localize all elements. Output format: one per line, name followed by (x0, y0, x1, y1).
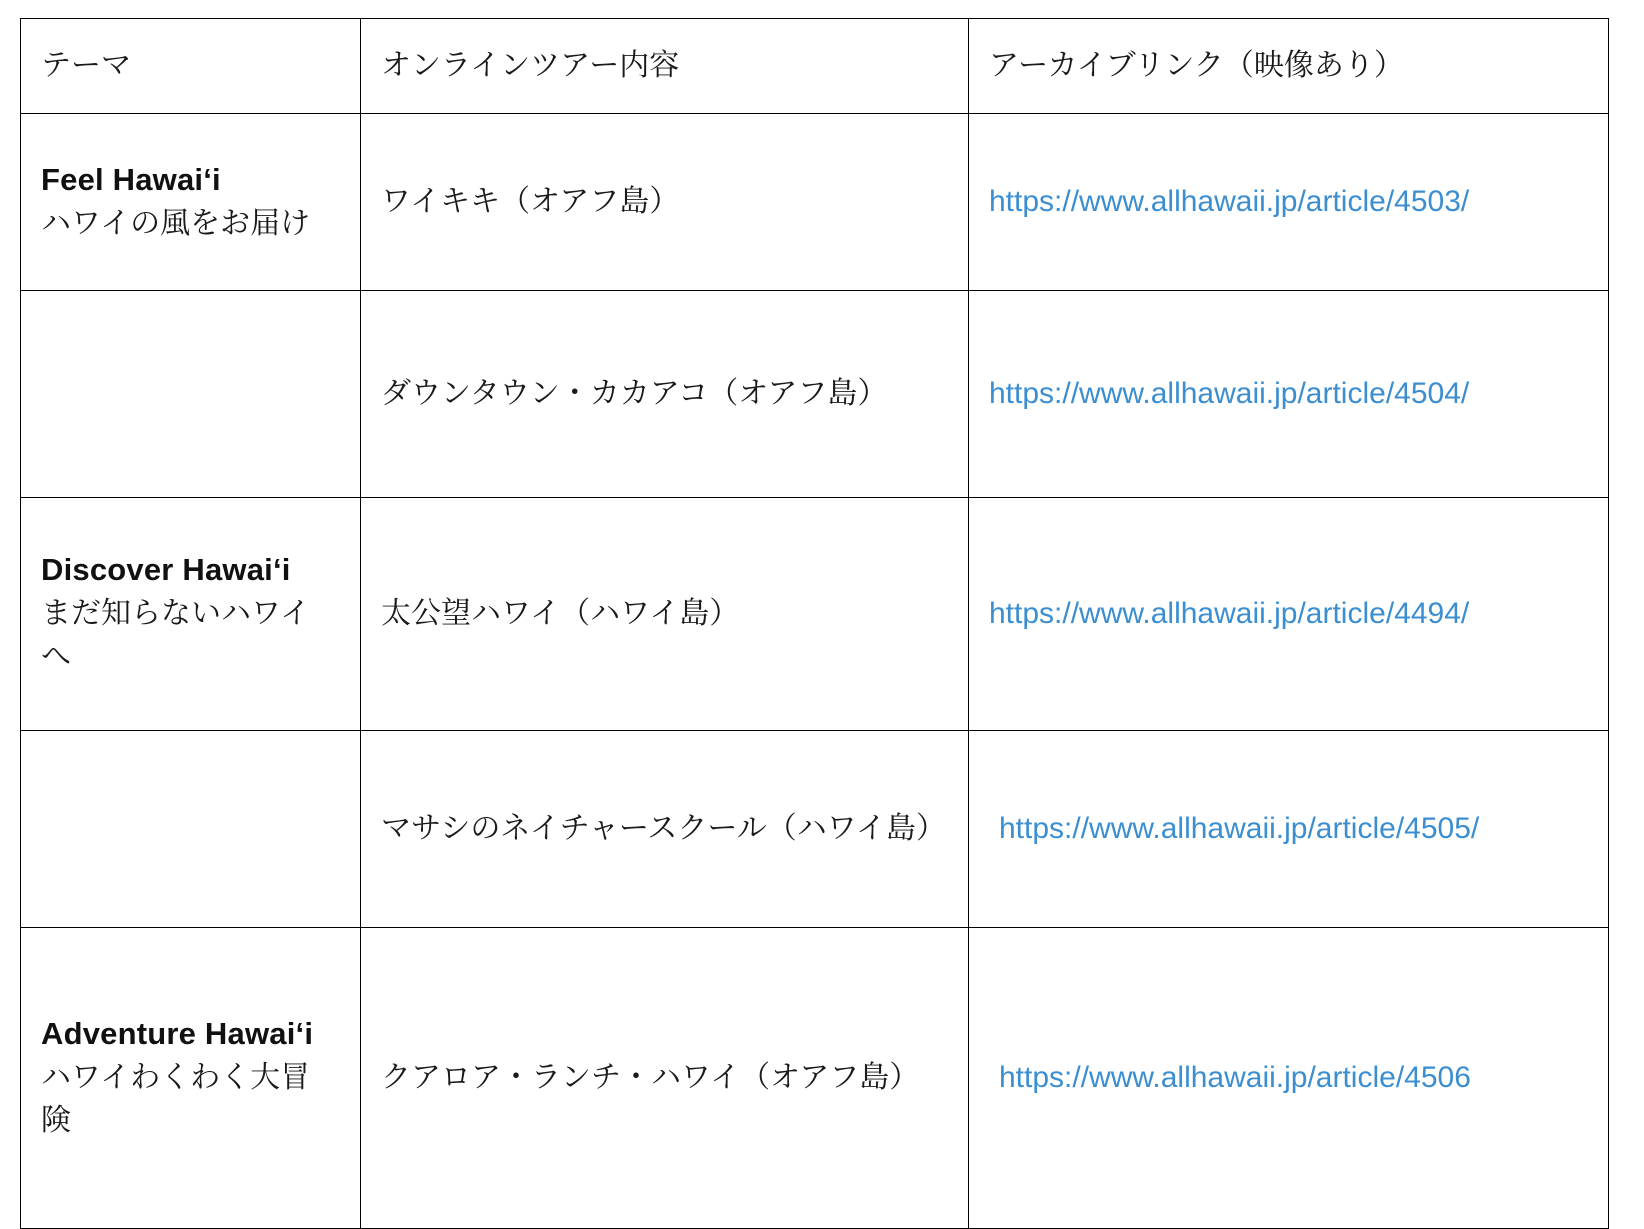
theme-subtitle: まだ知らないハワイへ (41, 597, 311, 673)
archive-link[interactable]: https://www.allhawaii.jp/article/4503/ (989, 185, 1470, 219)
archive-link[interactable]: https://www.allhawaii.jp/article/4504/ (989, 377, 1470, 411)
online-tour-table (20, 18, 1609, 1229)
table-row (21, 498, 1609, 731)
tour-content: マサシのネイチャースクール（ハワイ島） (361, 731, 969, 928)
theme-title: Feel Hawai‘i (41, 161, 221, 197)
archive-link[interactable]: https://www.allhawaii.jp/article/4505/ (999, 812, 1480, 846)
table-row (21, 731, 1609, 928)
theme-title: Discover Hawai‘i (41, 552, 291, 588)
archive-link[interactable]: https://www.allhawaii.jp/article/4494/ (989, 597, 1470, 631)
column-header-theme: テーマ (21, 19, 361, 114)
theme-subtitle: ハワイわくわく大冒険 (41, 1061, 311, 1137)
theme-title: Adventure Hawai‘i (41, 1016, 314, 1052)
archive-link-cell (969, 928, 1609, 1229)
archive-link-cell (969, 498, 1609, 731)
theme-subtitle: ハワイの風をお届け (41, 206, 311, 240)
theme-cell (21, 498, 361, 731)
table-row (21, 291, 1609, 498)
theme-cell-empty (21, 731, 361, 928)
theme-cell (21, 928, 361, 1229)
archive-link-cell (969, 731, 1609, 928)
tour-content: 太公望ハワイ（ハワイ島） (361, 498, 969, 731)
archive-link[interactable]: https://www.allhawaii.jp/article/4506 (999, 1061, 1471, 1095)
archive-link-cell (969, 114, 1609, 291)
table-header-row (21, 19, 1609, 114)
archive-link-cell (969, 291, 1609, 498)
table-row (21, 114, 1609, 291)
column-header-content: オンラインツアー内容 (361, 19, 969, 114)
tour-content: ダウンタウン・カカアコ（オアフ島） (361, 291, 969, 498)
column-header-archive-link: アーカイブリンク（映像あり） (969, 19, 1609, 114)
theme-cell-empty (21, 291, 361, 498)
tour-content: クアロア・ランチ・ハワイ（オアフ島） (361, 928, 969, 1229)
theme-cell (21, 114, 361, 291)
table-row (21, 928, 1609, 1229)
tour-content: ワイキキ（オアフ島） (361, 114, 969, 291)
